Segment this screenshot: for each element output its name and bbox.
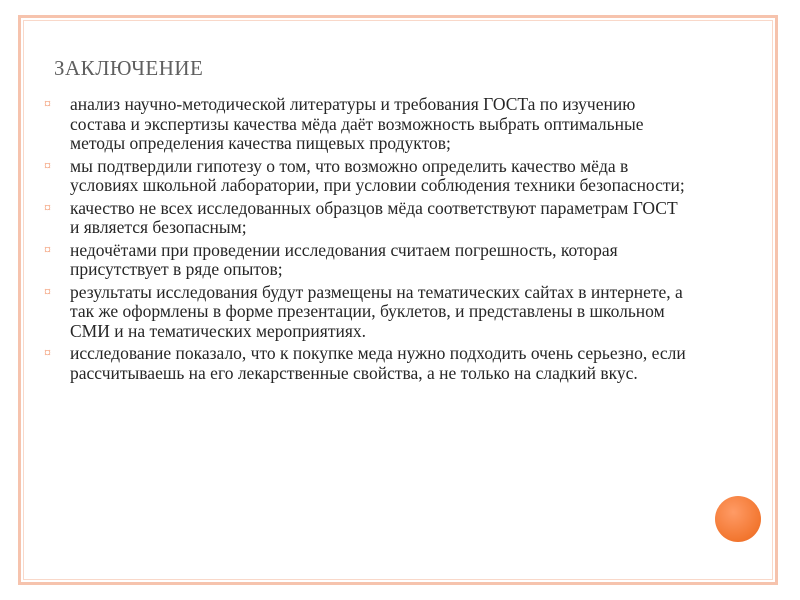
bullet-text: мы подтвердили гипотезу о том, что возможно определить качество мёда в условиях школьной лаборатории, при условии соблюдения техники безопасности; — [70, 155, 685, 195]
bullet-icon: ¤ — [44, 97, 51, 112]
bullet-text: результаты исследования будут размещены на тематических сайтах в интернете, а так же оформлены в форме презентации, буклетов, и представлены в школьном СМИ и на тематических мероприятиях. — [70, 281, 683, 341]
bullet-text: недочётами при проведении исследования считаем погрешность, которая присутствует в ряде опытов; — [70, 239, 618, 279]
bullet-icon: ¤ — [44, 346, 51, 361]
slide-title: ЗАКЛЮЧЕНИЕ — [54, 56, 204, 80]
bullet-item — [40, 157, 690, 196]
bullet-text: анализ научно-методической литературы и требования ГОСТа по изучению состава и экспертизы качества мёда даёт возможность выбрать оптимальные методы определения качества пищевых продуктов; — [70, 94, 644, 153]
bullet-item — [40, 283, 690, 342]
bullet-text: исследование показало, что к покупке меда нужно подходить очень серьезно, если рассчитываешь на его лекарственные свойства, а не только на сладкий вкус. — [70, 343, 686, 383]
bullet-item — [40, 241, 690, 280]
decorative-orange-circle — [715, 496, 761, 542]
bullet-item — [40, 199, 690, 238]
bullet-icon: ¤ — [44, 284, 51, 300]
bullet-item — [40, 344, 690, 383]
bullet-icon: ¤ — [44, 242, 51, 258]
bullet-list — [40, 95, 690, 386]
bullet-icon: ¤ — [44, 158, 51, 174]
bullet-text: качество не всех исследованных образцов мёда соответствуют параметрам ГОСТ и является безопасным; — [70, 197, 678, 237]
bullet-icon: ¤ — [44, 200, 51, 216]
bullet-item — [40, 95, 690, 154]
